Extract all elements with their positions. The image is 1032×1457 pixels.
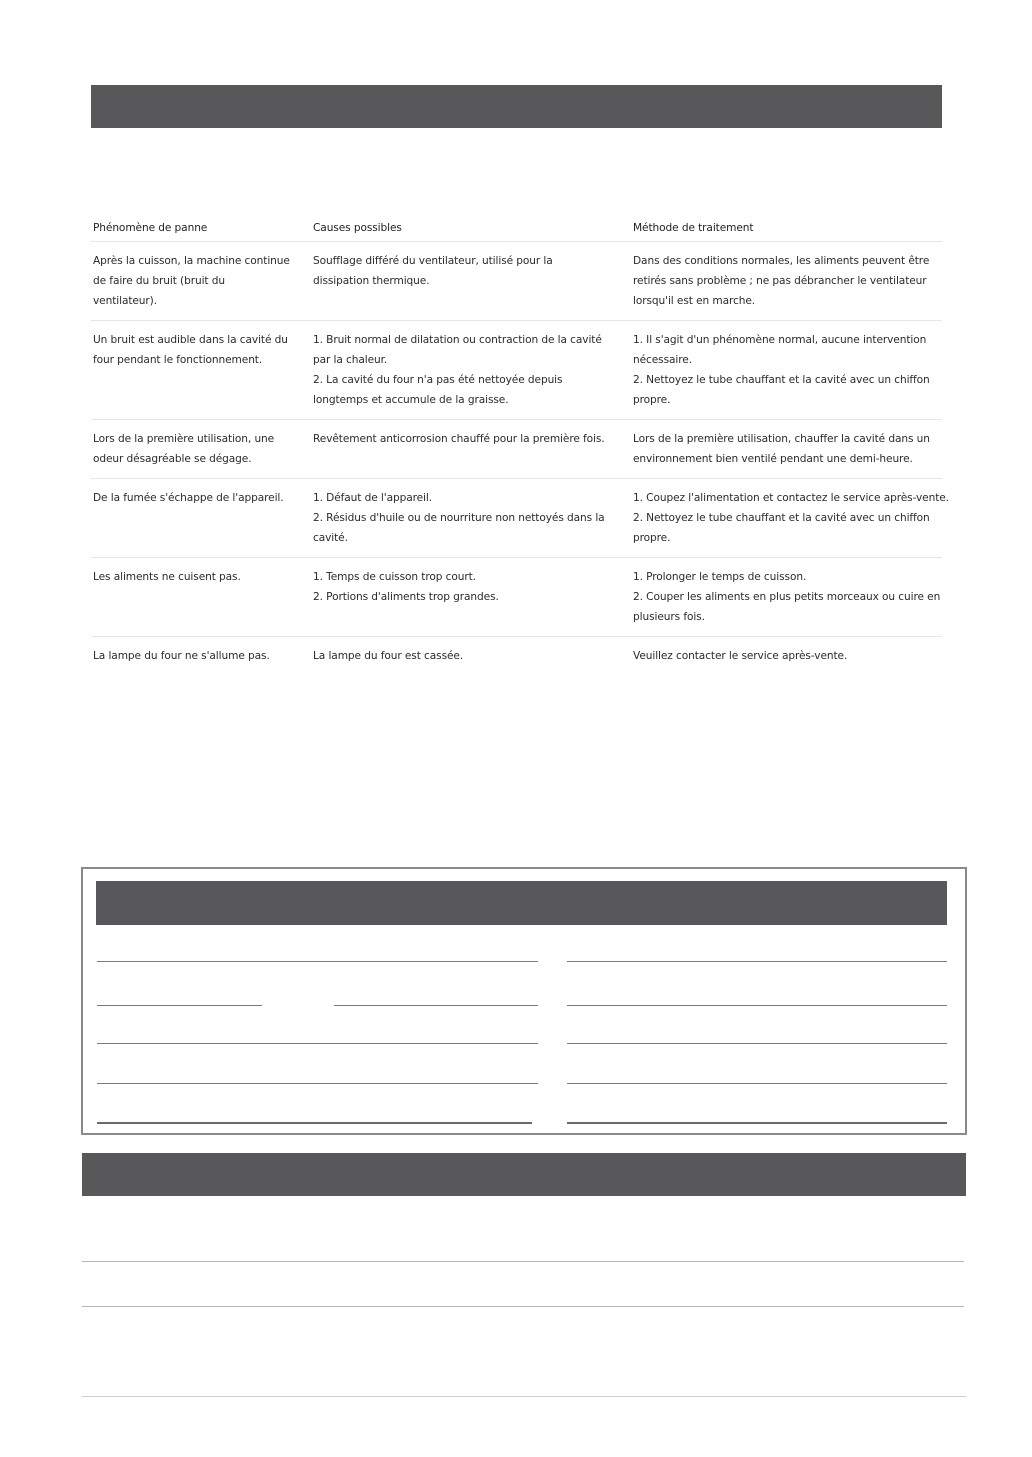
cell-line: dissipation thermique. (313, 275, 430, 287)
cell-line: 2. Couper les aliments en plus petits morceaux ou cuire en (633, 591, 941, 603)
cell-line: environnement bien ventilé pendant une demi-heure. (633, 453, 913, 465)
cell-line: propre. (633, 532, 671, 544)
writing-line (97, 1122, 532, 1124)
divider-line (82, 1261, 964, 1262)
section-header-bar (82, 1153, 966, 1196)
table-row (91, 558, 942, 637)
cell-line: 1. Prolonger le temps de cuisson. (633, 571, 807, 583)
writing-line (97, 1083, 538, 1084)
cell-line: longtemps et accumule de la graisse. (313, 394, 509, 406)
cell-line: cavité. (313, 532, 348, 544)
table-header-row (91, 218, 942, 242)
table-row (91, 420, 942, 479)
cell-line: 2. Nettoyez le tube chauffant et la cavité avec un chiffon (633, 512, 930, 524)
writing-line (567, 1122, 947, 1124)
causes-cell (311, 567, 631, 627)
cell-line: 1. Il s'agit d'un phénomène normal, aucune intervention (633, 334, 927, 346)
cell-line: Lors de la première utilisation, une (93, 433, 275, 445)
cell-line: Dans des conditions normales, les aliments peuvent être (633, 255, 930, 267)
phenomenon-cell (91, 429, 311, 469)
method-cell (631, 567, 942, 627)
method-cell (631, 251, 942, 311)
cell-line: La lampe du four est cassée. (313, 650, 464, 662)
causes-cell (311, 330, 631, 410)
method-cell (631, 646, 942, 666)
phenomenon-cell (91, 330, 311, 410)
column-header-phenomenon: Phénomène de panne (93, 222, 208, 234)
cell-line: 2. Portions d'aliments trop grandes. (313, 591, 499, 603)
cell-line: La lampe du four ne s'allume pas. (93, 650, 270, 662)
column-header-method: Méthode de traitement (633, 222, 754, 234)
causes-cell (311, 646, 631, 666)
column-header-causes: Causes possibles (313, 222, 402, 234)
section-header-bar (91, 85, 942, 128)
divider-line (82, 1306, 964, 1307)
writing-line (567, 1043, 947, 1044)
phenomenon-cell (91, 488, 311, 548)
writing-line (97, 961, 538, 962)
cell-line: retirés sans problème ; ne pas débrancher le ventilateur (633, 275, 927, 287)
phenomenon-cell (91, 646, 311, 666)
cell-line: Un bruit est audible dans la cavité du (93, 334, 288, 346)
cell-line: propre. (633, 394, 671, 406)
writing-line (567, 961, 947, 962)
cell-line: Veuillez contacter le service après-vente. (633, 650, 848, 662)
cell-line: de faire du bruit (bruit du (93, 275, 225, 287)
causes-cell (311, 488, 631, 548)
phenomenon-cell (91, 251, 311, 311)
table-row (91, 479, 949, 558)
cell-line: Revêtement anticorrosion chauffé pour la première fois. (313, 433, 605, 445)
cell-line: odeur désagréable se dégage. (93, 453, 252, 465)
cell-line: 2. Résidus d'huile ou de nourriture non nettoyés dans la (313, 512, 605, 524)
notes-header-bar (96, 881, 947, 925)
method-cell (631, 488, 949, 548)
phenomenon-cell (91, 567, 311, 627)
cell-line: ventilateur). (93, 295, 157, 307)
causes-cell (311, 251, 631, 311)
table-row (91, 637, 942, 675)
writing-line (97, 1043, 538, 1044)
cell-line: Après la cuisson, la machine continue (93, 255, 290, 267)
cell-line: nécessaire. (633, 354, 692, 366)
cell-line: par la chaleur. (313, 354, 388, 366)
cell-line: Lors de la première utilisation, chauffer la cavité dans un (633, 433, 930, 445)
writing-line (567, 1005, 947, 1006)
table-row (91, 242, 942, 321)
causes-cell (311, 429, 631, 469)
cell-line: 2. Nettoyez le tube chauffant et la cavité avec un chiffon (633, 374, 930, 386)
cell-line: 1. Temps de cuisson trop court. (313, 571, 476, 583)
writing-line (567, 1083, 947, 1084)
cell-line: lorsqu'il est en marche. (633, 295, 756, 307)
troubleshooting-table (91, 218, 949, 675)
divider-line (82, 1396, 966, 1397)
table-row (91, 321, 942, 420)
cell-line: Les aliments ne cuisent pas. (93, 571, 241, 583)
line-gap (262, 1004, 334, 1006)
cell-line: 1. Coupez l'alimentation et contactez le service après-vente. (633, 492, 949, 504)
cell-line: 1. Défaut de l'appareil. (313, 492, 432, 504)
cell-line: De la fumée s'échappe de l'appareil. (93, 492, 284, 504)
method-cell (631, 429, 942, 469)
cell-line: Soufflage différé du ventilateur, utilisé pour la (313, 255, 553, 267)
cell-line: four pendant le fonctionnement. (93, 354, 263, 366)
cell-line: 2. La cavité du four n'a pas été nettoyée depuis (313, 374, 563, 386)
method-cell (631, 330, 942, 410)
cell-line: 1. Bruit normal de dilatation ou contraction de la cavité (313, 334, 602, 346)
cell-line: plusieurs fois. (633, 611, 705, 623)
